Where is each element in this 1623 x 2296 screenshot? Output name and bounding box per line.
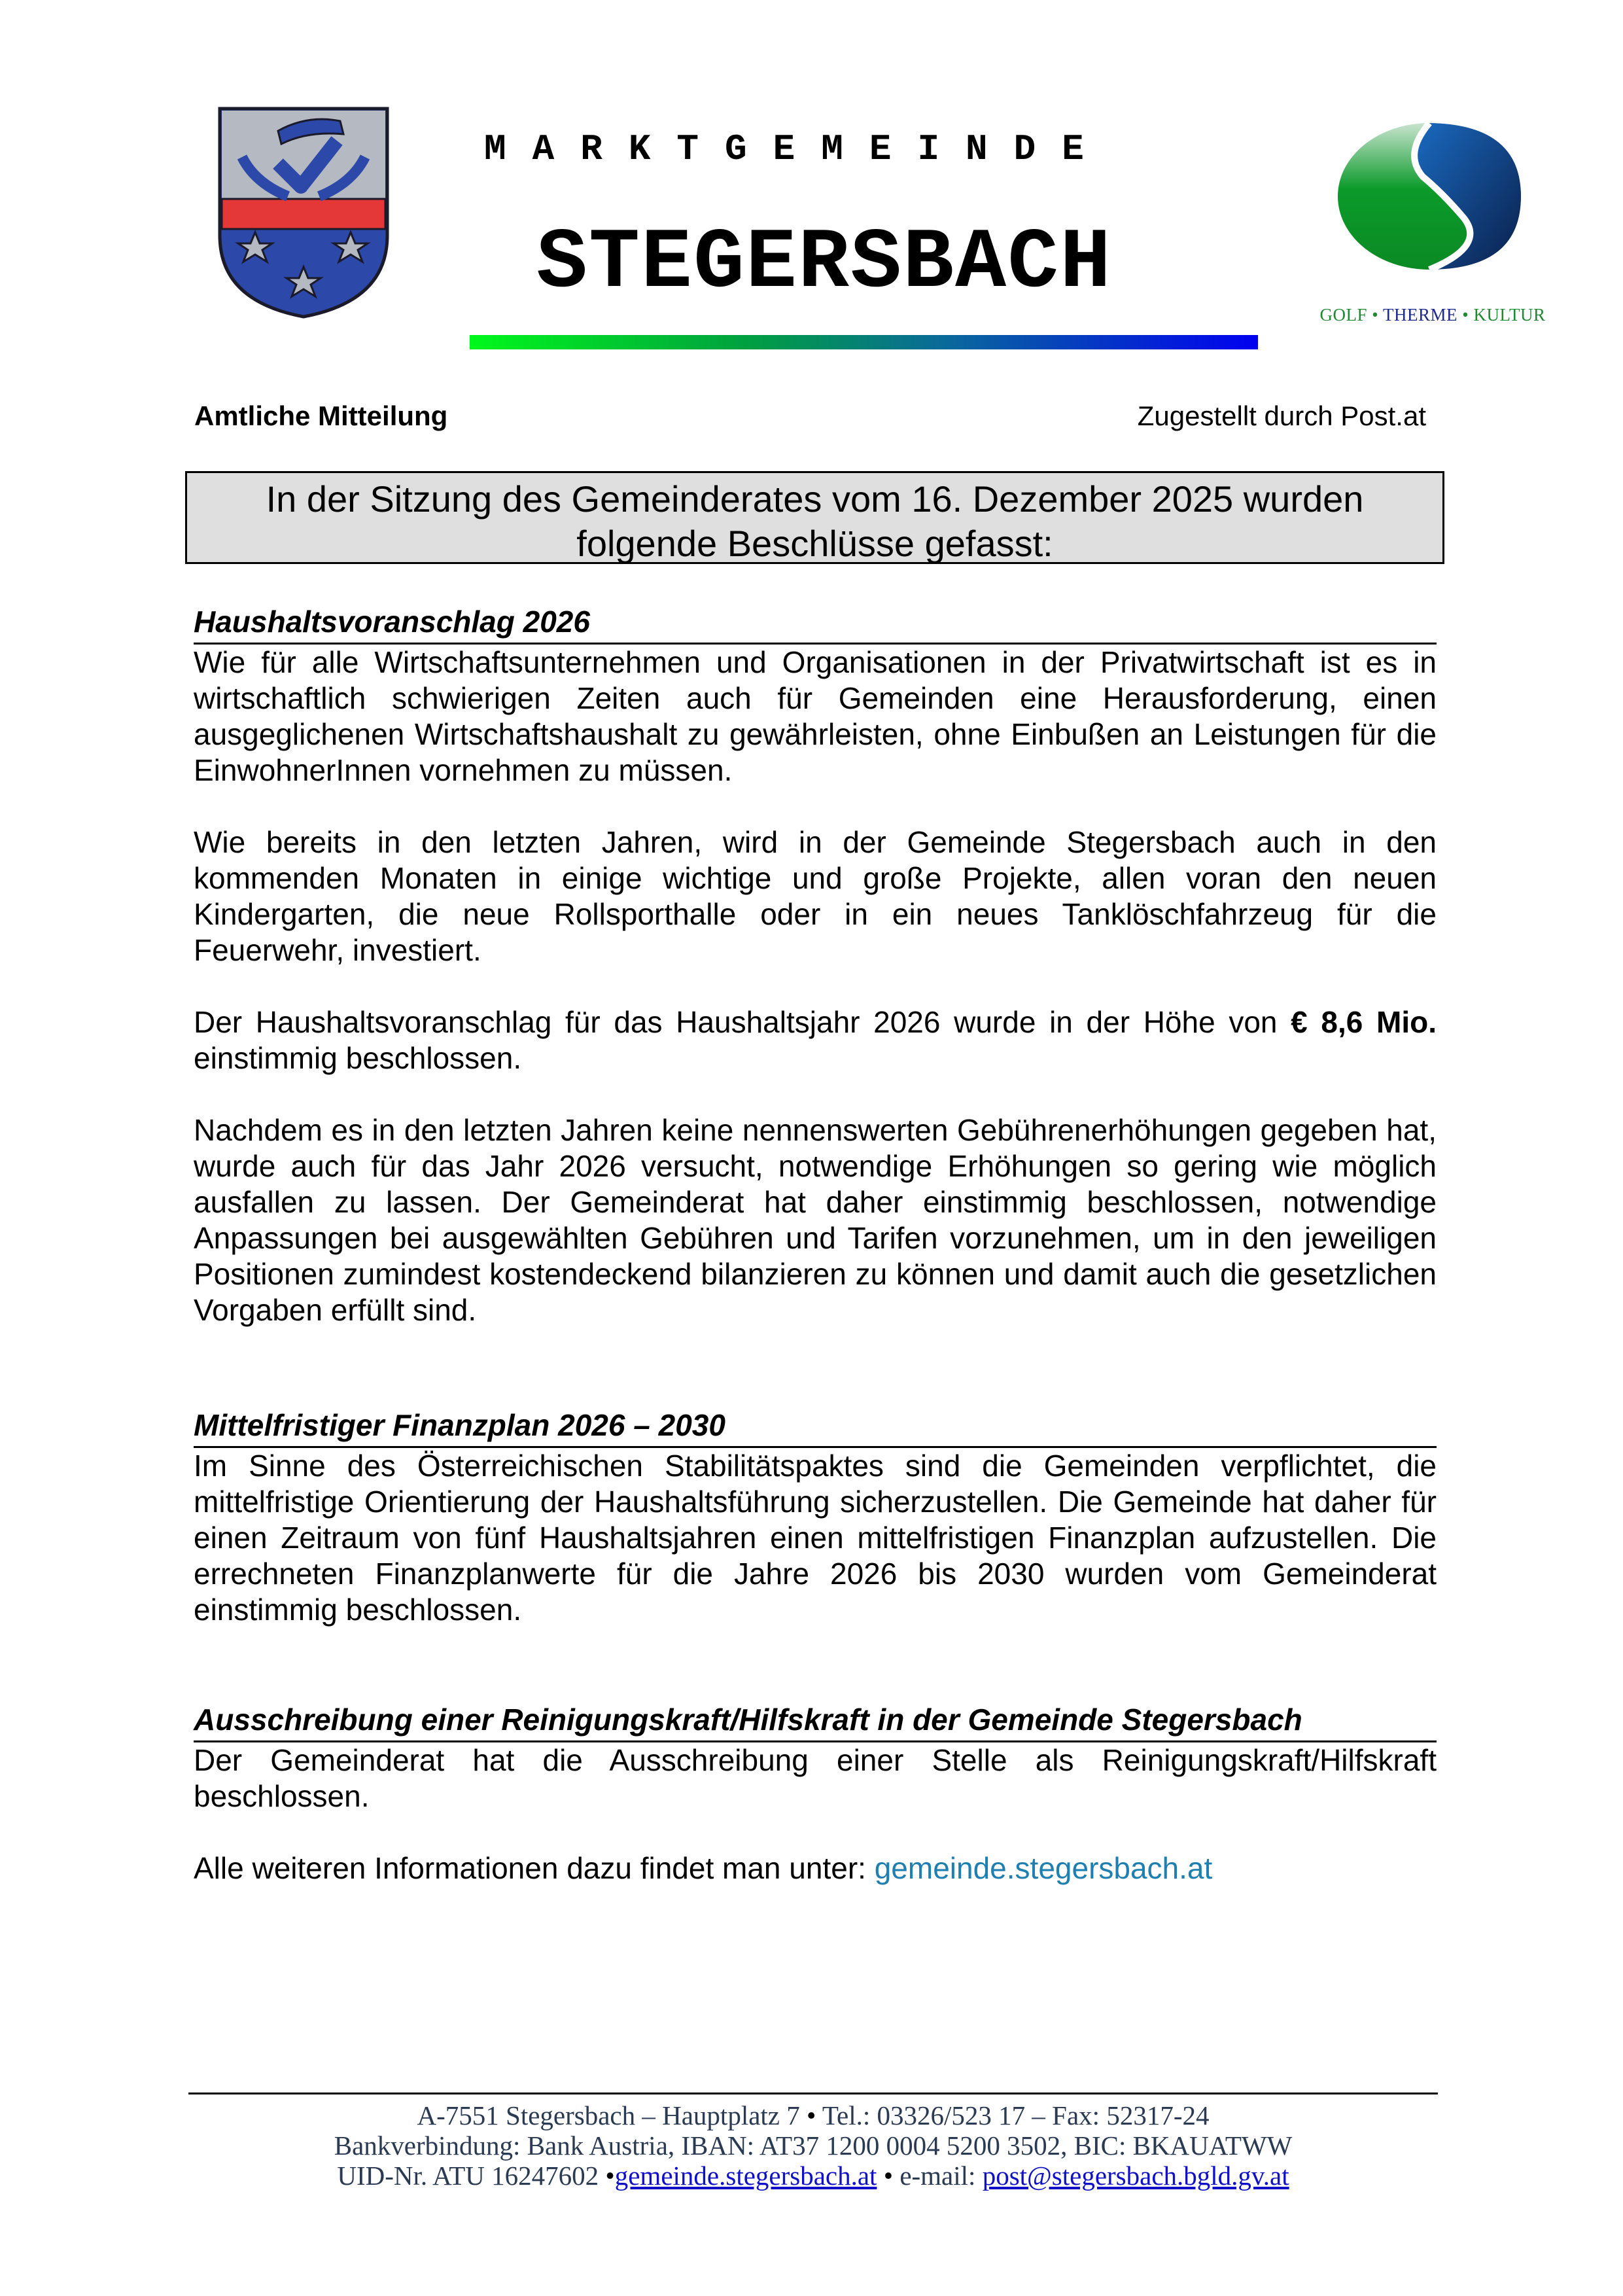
tagline-golf: GOLF [1319,305,1368,325]
bullet: • [807,2100,816,2130]
footer-email-link[interactable]: post@stegersbach.bgld.gv.at [982,2161,1289,2191]
coat-of-arms-icon [216,105,391,321]
footer-email-label: e-mail: [899,2161,976,2191]
paragraph: Nachdem es in den letzten Jahren keine nennenswerten Gebührenerhöhungen gegeben hat, wurde auch für das Jahr 2026 versucht, notwendige Erhöhungen so gering wie möglich ausfallen zu lassen. Der Gemeinderat hat daher einstimmig beschlossen, notwendige Anpassungen bei ausgewählten Gebühren und Tarifen vorzunehmen, um in den jeweiligen Positionen zumindest kostendeckend bilanzieren zu können und damit auch die gesetzlichen Vorgaben erfüllt sind. [194,1113,1437,1327]
section-title: Haushaltsvoranschlag 2026 [194,603,1437,645]
website-link[interactable]: gemeinde.stegersbach.at [874,1851,1213,1885]
footer-bank-line: Bankverbindung: Bank Austria, IBAN: AT37 1200 0004 5200 3502, BIC: BKAUATWW [334,2130,1293,2161]
section-haushaltsvoranschlag [194,603,1437,1328]
announcement-line-1: In der Sitzung des Gemeinderates vom 16. Dezember 2025 wurden [266,478,1364,520]
paragraph-text: einstimmig beschlossen. [194,1041,522,1075]
header-title: STEGERSBACH [536,216,1113,312]
section-title: Mittelfristiger Finanzplan 2026 – 2030 [194,1407,1437,1448]
more-info [194,1850,1437,1886]
announcement-box [185,471,1444,564]
footer-address-line [188,2100,1438,2130]
section-finanzplan [194,1407,1437,1628]
footer [188,2100,1438,2191]
tagline-kultur: KULTUR [1473,305,1546,325]
tagline-separator: • [1462,305,1469,325]
footer-address: A-7551 Stegersbach – Hauptplatz 7 [417,2100,800,2130]
header-gradient-bar [470,335,1258,349]
delivery-note: Zugestellt durch Post.at [1137,400,1426,431]
tagline-therme: THERME [1383,305,1457,325]
tagline-separator: • [1372,305,1379,325]
paragraph: Wie für alle Wirtschaftsunternehmen und Organisationen in der Privatwirtschaft ist es in wirtschaftlich schwierigen Zeiten auch für Gemeinden eine Herausforderung, einen ausgeglichenen Wirtschaftshaushalt zu gewährleisten, ohne Einbußen an Leistungen für die EinwohnerInnen vornehmen zu müssen. [194,645,1437,787]
paragraph-text: Der Haushaltsvoranschlag für das Haushaltsjahr 2026 wurde in der Höhe von [194,1005,1291,1039]
paragraph: Der Gemeinderat hat die Ausschreibung einer Stelle als Reinigungskraft/Hilfskraft beschlossen. [194,1743,1437,1813]
footer-phone-fax: Tel.: 03326/523 17 – Fax: 52317-24 [822,2100,1210,2130]
paragraph-budget-amount [194,1004,1437,1076]
footer-uid: UID-Nr. ATU 16247602 [337,2161,599,2191]
tagline [1282,305,1583,325]
header-subtitle: MARKTGEMEINDE [484,128,1110,170]
s-swirl-logo-icon [1331,115,1527,275]
bullet: • [883,2161,894,2191]
paragraph: Im Sinne des Österreichischen Stabilitätspaktes sind die Gemeinden verpflichtet, die mittelfristige Orientierung der Haushaltsführung sicherzustellen. Die Gemeinde hat daher für einen Zeitraum von fünf Haushaltsjahren einen mittelfristigen Finanzplan aufzustellen. Die errechneten Finanzplanwerte für die Jahre 2026 bis 2030 wurden vom Gemeinderat einstimmig beschlossen. [194,1449,1437,1627]
notice-type: Amtliche Mitteilung [194,400,448,431]
footer-divider [188,2093,1438,2094]
announcement-line-2: folgende Beschlüsse gefasst: [576,523,1053,564]
bullet: • [605,2161,615,2191]
more-info-text: Alle weiteren Informationen dazu findet man unter: [194,1851,875,1885]
section-ausschreibung [194,1701,1437,1886]
budget-amount: € 8,6 Mio. [1291,1005,1437,1039]
paragraph: Wie bereits in den letzten Jahren, wird in der Gemeinde Stegersbach auch in den kommenden Monaten in einige wichtige und große Projekte, allen voran den neuen Kindergarten, die neue Rollsporthalle oder in ein neues Tanklöschfahrzeug für die Feuerwehr, investiert. [194,825,1437,967]
footer-website-link[interactable]: gemeinde.stegersbach.at [614,2161,877,2191]
section-title: Ausschreibung einer Reinigungskraft/Hilfskraft in der Gemeinde Stegersbach [194,1701,1437,1742]
footer-contact-line [188,2161,1438,2191]
